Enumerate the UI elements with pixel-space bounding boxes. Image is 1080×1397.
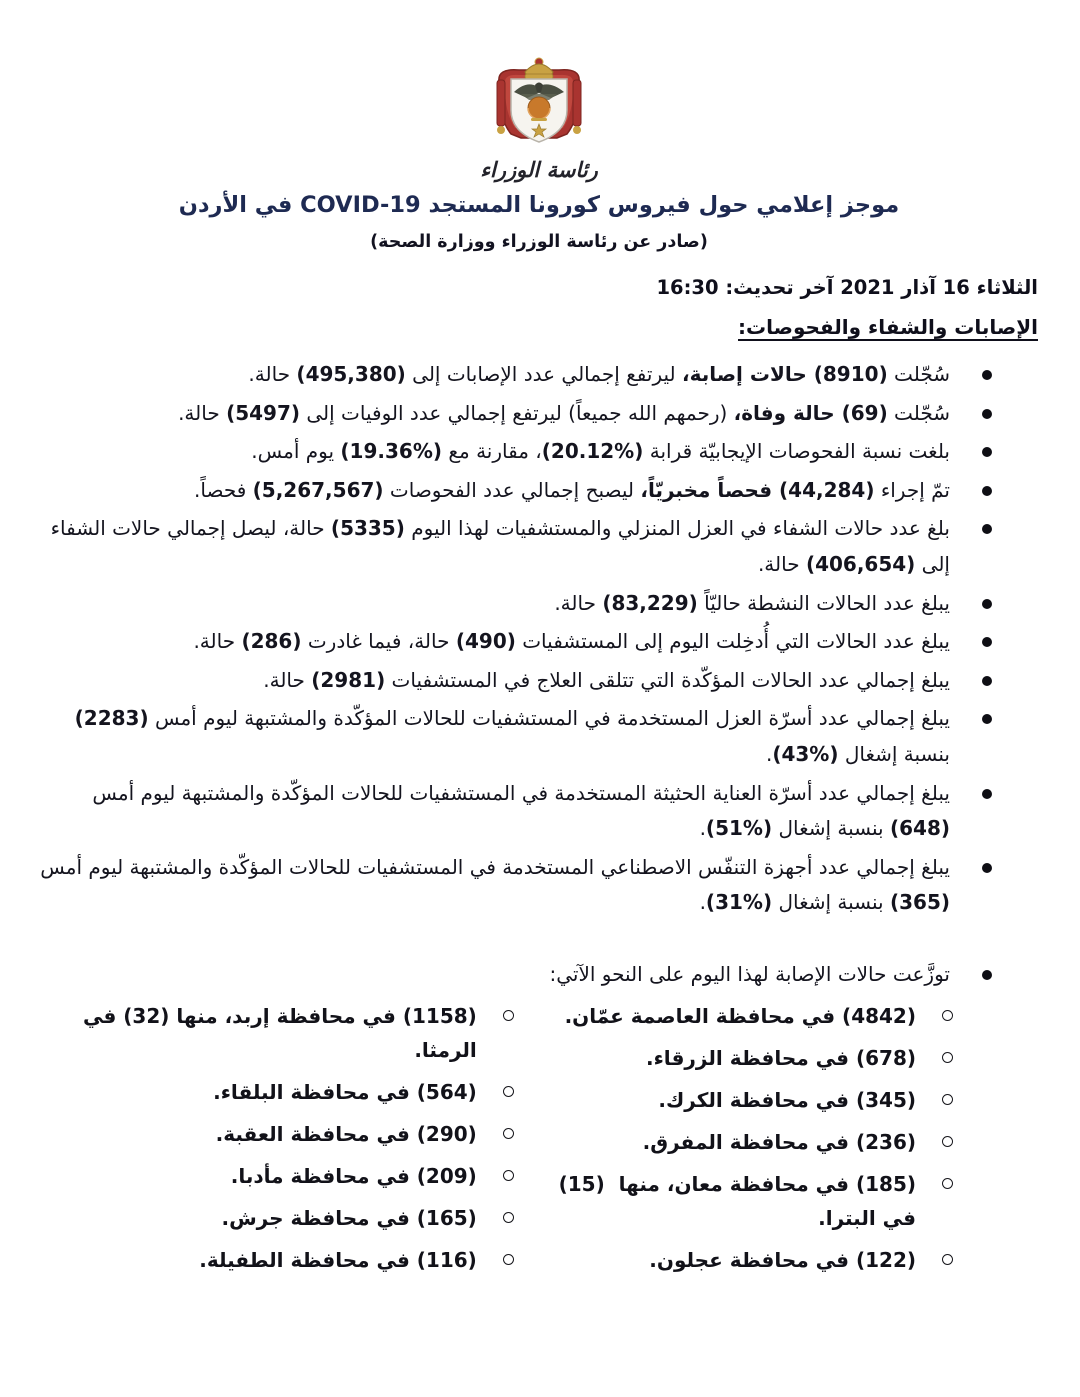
distribution-intro-list	[40, 957, 1038, 993]
logo-block	[461, 52, 617, 182]
page-title: موجز إعلامي حول فيروس كورونا المستجد COVID-19 في الأردن	[178, 192, 900, 218]
page-subtitle: (صادر عن رئاسة الوزراء ووزارة الصحة)	[370, 232, 708, 252]
governorate-item: (185) في محافظة معان، منها (15) في البترا.	[549, 1167, 962, 1235]
governorate-list-right	[549, 999, 1038, 1285]
bullet-item: يبلغ عدد الحالات التي أُدخِلت اليوم إلى المستشفيات (490) حالة، فيما غادرت (286) حالة.	[40, 624, 1038, 660]
bullet-list	[40, 357, 1038, 921]
governorate-item: (4842) في محافظة العاصمة عمّان.	[549, 999, 962, 1033]
governorate-item: (678) في محافظة الزرقاء.	[549, 1041, 962, 1075]
bullet-item: سُجّلت (69) حالة وفاة، (رحمهم الله جميعاً) ليرتفع إجمالي عدد الوفيات إلى (5497) حالة.	[40, 396, 1038, 432]
bullet-item: يبلغ إجمالي عدد الحالات المؤكّدة التي تتلقى العلاج في المستشفيات (2981) حالة.	[40, 663, 1038, 699]
bullet-item: يبلغ عدد الحالات النشطة حاليّاً (83,229) حالة.	[40, 586, 1038, 622]
governorate-item: (345) في محافظة الكرك.	[549, 1083, 962, 1117]
bullet-item: تمّ إجراء (44,284) فحصاً مخبريّاً، ليصبح إجمالي عدد الفحوصات (5,267,567) فحصاً.	[40, 473, 1038, 509]
section-header: الإصابات والشفاء والفحوصات:	[738, 315, 1038, 339]
document-header	[40, 52, 1038, 252]
bullet-item: سُجّلت (8910) حالات إصابة، ليرتفع إجمالي عدد الإصابات إلى (495,380) حالة.	[40, 357, 1038, 393]
bullet-item: بلغت نسبة الفحوصات الإيجابيّة قرابة (%20.12)، مقارنة مع (%19.36) يوم أمس.	[40, 434, 1038, 470]
governorate-item: (165) في محافظة جرش.	[40, 1201, 523, 1235]
jordan-coat-of-arms-logo	[461, 52, 617, 156]
bullet-item: بلغ عدد حالات الشفاء في العزل المنزلي والمستشفيات لهذا اليوم (5335) حالة، ليصل إجمالي حالات الشفاء إلى (406,654) حالة.	[40, 511, 1038, 582]
governorate-item: (116) في محافظة الطفيلة.	[40, 1243, 523, 1277]
bullet-item: يبلغ إجمالي عدد أسرّة العناية الحثيثة المستخدمة في المستشفيات للحالات المؤكّدة والمشتبهة ليوم أمس (648) بنسبة إشغال (%51).	[40, 776, 1038, 847]
date-line: الثلاثاء 16 آذار 2021 آخر تحديث: 16:30	[656, 276, 1038, 299]
logo-caption: رئاسة الوزراء	[480, 158, 598, 182]
bullet-item: يبلغ إجمالي عدد أجهزة التنفّس الاصطناعي المستخدمة في المستشفيات للحالات المؤكّدة والمشتبهة ليوم أمس (365) بنسبة إشغال (%31).	[40, 850, 1038, 921]
bullet-item: يبلغ إجمالي عدد أسرّة العزل المستخدمة في المستشفيات للحالات المؤكّدة والمشتبهة ليوم أمس (2283) بنسبة إشغال (%43).	[40, 701, 1038, 772]
governorate-item: (236) في محافظة المفرق.	[549, 1125, 962, 1159]
governorate-list-left	[40, 999, 549, 1285]
crown-icon	[525, 58, 553, 79]
governorate-item: (290) في محافظة العقبة.	[40, 1117, 523, 1151]
distribution-intro: توزَّعت حالات الإصابة لهذا اليوم على النحو الآتي:	[40, 957, 1038, 993]
distribution-section	[40, 957, 1038, 1285]
governorate-item: (564) في محافظة البلقاء.	[40, 1075, 523, 1109]
governorate-item: (209) في محافظة مأدبا.	[40, 1159, 523, 1193]
governorate-item: (122) في محافظة عجلون.	[549, 1243, 962, 1277]
governorate-grid	[40, 999, 1038, 1285]
governorate-item: (1158) في محافظة إربد، منها (32) في الرمثا.	[40, 999, 523, 1067]
